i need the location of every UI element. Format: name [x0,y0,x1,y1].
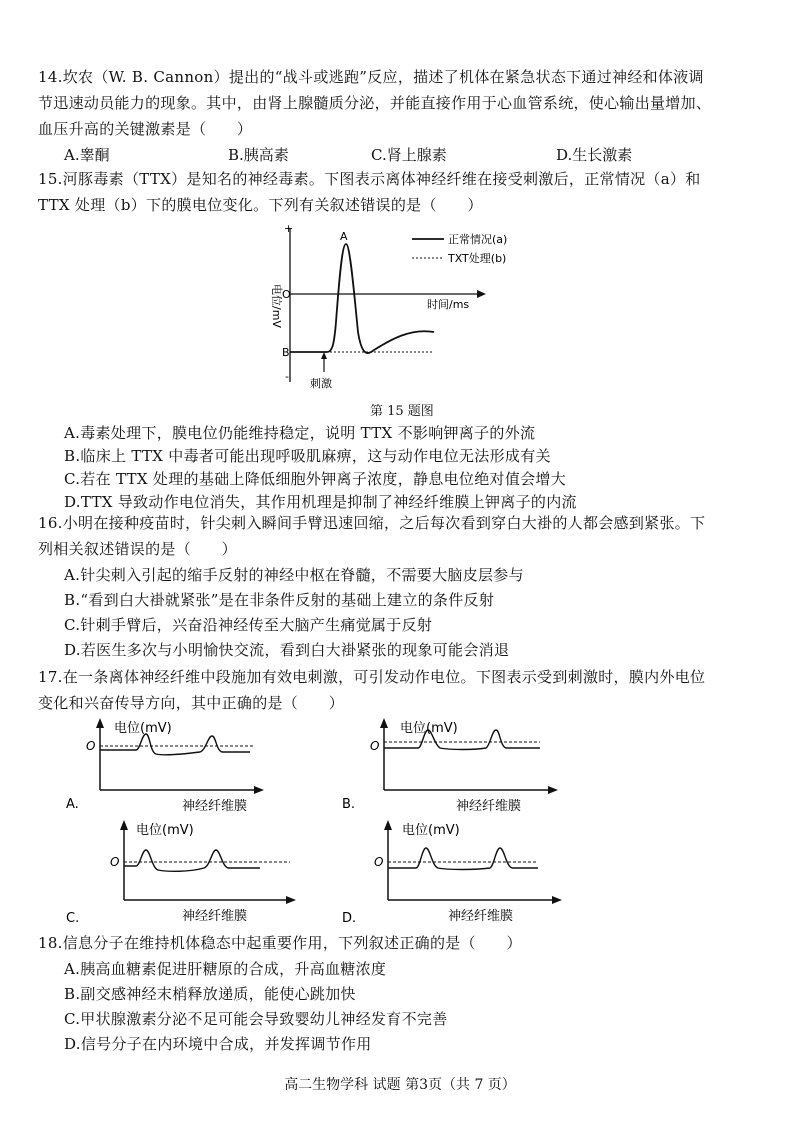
q15-x-label: 时间/ms [427,298,470,311]
q18-option-d: D.信号分子在内环境中合成，并发挥调节作用 [64,1035,372,1053]
q15-line-1: 15.河豚毒素（TTX）是知名的神经毒素。下图表示离体神经纤维在接受刺激后，正常情况（a）和 [38,170,701,188]
q17-a-curve [100,734,250,755]
q15-option-d: D.TTX 导致动作电位消失，其作用机理是抑制了神经纤维膜上钾离子的内流 [64,493,577,511]
q17-c-origin: O [110,855,120,869]
q14-option-b: B.胰高素 [228,146,289,164]
q14-line-3: 血压升高的关键激素是（ ） [38,120,253,138]
q17-panel-d [340,818,600,926]
q18-option-c: C.甲状腺激素分泌不足可能会导致婴幼儿神经发育不完善 [64,1010,448,1028]
q15-option-c: C.若在 TTX 处理的基础上降低细胞外钾离子浓度，静息电位绝对值会增大 [64,470,567,488]
q17-d-x-label: 神经纤维膜 [448,909,514,924]
q17-c-curve [124,850,260,871]
q15-option-b: B.临床上 TTX 中毒者可能出现呼吸肌麻痹，这与动作电位无法形成有关 [64,447,551,465]
q18-option-b: B.副交感神经末梢释放递质，能使心跳加快 [64,985,356,1003]
q14-option-d: D.生长激素 [556,146,633,164]
q17-line-2: 变化和兴奋传导方向，其中正确的是（ ） [38,694,345,712]
q17-d-curve [388,848,538,870]
q17-b-x-label: 神经纤维膜 [456,799,522,814]
q16-option-d: D.若医生多次与小明愉快交流，看到白大褂紧张的现象可能会消退 [64,641,510,659]
q15-x-arrow [477,290,486,298]
q15-minus-label: - [285,370,289,383]
q17-d-origin: O [374,855,384,869]
q17-a-x-label: 神经纤维膜 [182,799,248,814]
q14-option-a: A.睾酮 [64,146,110,164]
q15-option-a: A.毒素处理下，膜电位仍能维持稳定，说明 TTX 不影响钾离子的外流 [64,424,536,442]
q15-plus-label: + [284,222,294,235]
q17-a-letter: A. [66,797,79,812]
q16-option-b: B.“看到白大褂就紧张”是在非条件反射的基础上建立的条件反射 [64,591,495,609]
q15-b-label: B [282,346,290,359]
q17-a-y-label: 电位(mV) [114,721,172,736]
q17-a-origin: O [86,739,96,753]
q15-line-2: TTX 处理（b）下的膜电位变化。下列有关叙述错误的是（ ） [38,196,483,214]
q15-legend-normal: 正常情况(a) [448,233,508,246]
q17-d-letter: D. [342,911,357,926]
q16-line-1: 16.小明在接种疫苗时，针尖刺入瞬间手臂迅速回缩，之后每次看到穿白大褂的人都会感到紧张。下 [38,514,706,532]
q17-b-y-label: 电位(mV) [400,721,458,736]
q17-panel-b [340,716,580,816]
q16-option-a: A.针尖刺入引起的缩手反射的神经中枢在脊髓，不需要大脑皮层参与 [64,566,524,584]
q15-legend-ttx: TXT处理(b) [448,252,507,265]
q17-b-origin: O [370,739,380,753]
q15-y-label: 电位/mV [270,284,283,328]
q18-line-1: 18.信息分子在维持机体稳态中起重要作用，下列叙述正确的是（ ） [38,934,522,952]
q15-figure-caption: 第 15 题图 [370,404,434,419]
q16-option-c: C.针刺手臂后，兴奋沿神经传至大脑产生痛觉属于反射 [64,616,433,634]
q14-line-1: 14.坎农（W. B. Cannon）提出的“战斗或逃跑”反应，描述了机体在紧急状态下通过神经和体液调 [38,68,704,86]
q17-c-y-label: 电位(mV) [136,823,194,838]
q17-b-letter: B. [342,797,356,812]
q17-c-letter: C. [66,911,80,926]
q15-normal-curve [290,244,434,353]
q17-c-x-label: 神经纤维膜 [182,909,248,924]
q17-line-1: 17.在一条离体神经纤维中段施加有效电刺激，可引发动作电位。下图表示受到刺激时，膜内外电位 [38,668,706,686]
q17-panel-c [64,818,324,926]
q15-stimulus-label: 刺激 [310,377,332,390]
q16-line-2: 列相关叙述错误的是（ ） [38,540,237,558]
q17-panel-a [64,716,304,816]
q14-option-c: C.肾上腺素 [371,146,447,164]
q15-a-label: A [340,230,348,243]
q14-line-2: 节迅速动员能力的现象。其中，由肾上腺髓质分泌，并能直接作用于心血管系统，使心输出量增加、 [38,94,712,112]
q18-option-a: A.胰高血糖素促进肝糖原的合成，升高血糖浓度 [64,960,387,978]
page-footer: 高二生物学科 试题 第3页（共 7 页） [284,1077,516,1093]
q17-d-y-label: 电位(mV) [402,823,460,838]
q15-membrane-potential-figure [262,222,542,392]
q15-stimulus-arrow-head [321,352,327,359]
q15-origin-label: O [282,288,291,301]
